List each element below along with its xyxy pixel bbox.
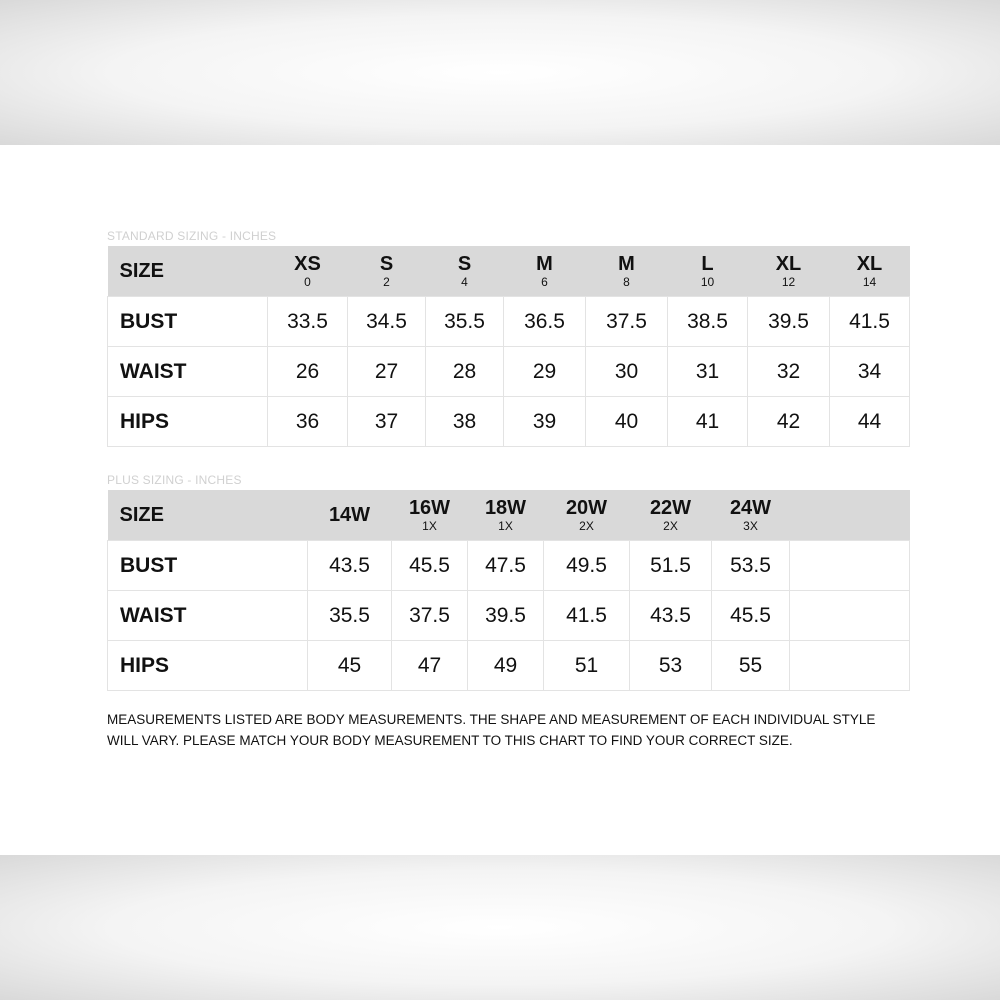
size-column-header	[504, 246, 586, 297]
size-column-header	[668, 246, 748, 297]
empty-header-cell	[790, 490, 910, 541]
measurement-cell: 37.5	[392, 591, 468, 641]
measurement-cell: 32	[748, 347, 830, 397]
measurement-cell: 47	[392, 641, 468, 691]
measurement-cell: 39	[504, 397, 586, 447]
measurement-cell: 35.5	[426, 297, 504, 347]
measurement-cell: 49	[468, 641, 544, 691]
size-number: 14	[862, 274, 877, 289]
measurement-cell: 30	[586, 347, 668, 397]
measurement-cell: 49.5	[544, 541, 630, 591]
plus-size-table	[107, 490, 910, 691]
size-number: 1X	[422, 518, 437, 533]
size-column-header	[712, 490, 790, 541]
size-letter: 16W	[408, 496, 451, 519]
measurement-cell: 42	[748, 397, 830, 447]
size-letter: M	[536, 252, 553, 275]
plus-section-label: PLUS SIZING - INCHES	[107, 473, 242, 487]
size-header-label: SIZE	[108, 246, 268, 297]
measurement-cell: 39.5	[468, 591, 544, 641]
size-column-header	[468, 490, 544, 541]
size-number: 12	[781, 274, 796, 289]
measurement-cell: 41.5	[544, 591, 630, 641]
size-number: 8	[623, 274, 630, 289]
standard-section-label: STANDARD SIZING - INCHES	[107, 229, 277, 243]
size-letter: M	[618, 252, 635, 275]
size-number: 0	[304, 274, 311, 289]
waist-row	[108, 591, 910, 641]
measurement-cell: 33.5	[268, 297, 348, 347]
measurement-cell: 47.5	[468, 541, 544, 591]
size-number: 10	[700, 274, 715, 289]
plus-header-row	[108, 490, 910, 541]
size-letter: 18W	[484, 496, 527, 519]
size-column-header	[426, 246, 504, 297]
measurement-cell: 53.5	[712, 541, 790, 591]
bust-row	[108, 297, 910, 347]
size-column-header	[630, 490, 712, 541]
measurement-cell: 41	[668, 397, 748, 447]
size-column-header	[348, 246, 426, 297]
standard-header-row	[108, 246, 910, 297]
measurement-cell: 37.5	[586, 297, 668, 347]
measurement-cell: 38.5	[668, 297, 748, 347]
row-label: BUST	[108, 541, 308, 591]
size-number: 4	[461, 274, 468, 289]
hips-row	[108, 641, 910, 691]
measurement-cell: 35.5	[308, 591, 392, 641]
top-backdrop	[0, 0, 1000, 145]
measurement-note: MEASUREMENTS LISTED ARE BODY MEASUREMENTS. THE SHAPE AND MEASUREMENT OF EACH INDIVIDUAL STYLE WILL VARY. PLEASE MATCH YOUR BODY MEASUREMENT TO THIS CHART TO FIND YOUR CORRECT SIZE.	[107, 712, 876, 748]
measurement-cell: 28	[426, 347, 504, 397]
standard-size-table	[107, 246, 910, 447]
measurement-cell: 36.5	[504, 297, 586, 347]
size-letter: 22W	[649, 496, 692, 519]
measurement-cell: 45.5	[712, 591, 790, 641]
size-column-header	[748, 246, 830, 297]
size-column-header	[830, 246, 910, 297]
waist-row	[108, 347, 910, 397]
measurement-cell: 34	[830, 347, 910, 397]
size-column-header	[544, 490, 630, 541]
measurement-cell: 43.5	[630, 591, 712, 641]
size-letter: XL	[856, 252, 883, 275]
size-number: 2	[383, 274, 390, 289]
bottom-backdrop	[0, 855, 1000, 1000]
bust-row	[108, 541, 910, 591]
size-number: 6	[541, 274, 548, 289]
measurement-cell: 37	[348, 397, 426, 447]
size-letter: 14W	[328, 503, 371, 526]
measurement-cell: 31	[668, 347, 748, 397]
row-label: HIPS	[108, 397, 268, 447]
size-number: 2X	[663, 518, 678, 533]
measurement-cell: 26	[268, 347, 348, 397]
size-letter: S	[379, 252, 394, 275]
measurement-cell: 34.5	[348, 297, 426, 347]
size-column-header	[268, 246, 348, 297]
row-label: BUST	[108, 297, 268, 347]
size-number: 1X	[498, 518, 513, 533]
size-column-header	[308, 490, 392, 541]
empty-cell	[790, 541, 910, 591]
measurement-cell: 41.5	[830, 297, 910, 347]
measurement-cell: 51	[544, 641, 630, 691]
measurement-cell: 44	[830, 397, 910, 447]
size-letter: 24W	[729, 496, 772, 519]
size-column-header	[392, 490, 468, 541]
empty-cell	[790, 591, 910, 641]
measurement-cell: 27	[348, 347, 426, 397]
size-letter: XS	[294, 252, 321, 275]
size-header-label: SIZE	[108, 490, 308, 541]
size-number: 2X	[579, 518, 594, 533]
size-number: 3X	[743, 518, 758, 533]
measurement-cell: 55	[712, 641, 790, 691]
measurement-cell: 45	[308, 641, 392, 691]
row-label: HIPS	[108, 641, 308, 691]
size-column-header	[586, 246, 668, 297]
hips-row	[108, 397, 910, 447]
measurement-cell: 36	[268, 397, 348, 447]
measurement-cell: 40	[586, 397, 668, 447]
size-letter: XL	[775, 252, 802, 275]
size-letter: S	[457, 252, 472, 275]
measurement-cell: 29	[504, 347, 586, 397]
measurement-cell: 43.5	[308, 541, 392, 591]
measurement-cell: 45.5	[392, 541, 468, 591]
measurement-cell: 38	[426, 397, 504, 447]
size-letter: 20W	[565, 496, 608, 519]
row-label: WAIST	[108, 591, 308, 641]
measurement-cell: 53	[630, 641, 712, 691]
measurement-cell: 39.5	[748, 297, 830, 347]
measurement-cell: 51.5	[630, 541, 712, 591]
size-letter: L	[701, 252, 714, 275]
row-label: WAIST	[108, 347, 268, 397]
empty-cell	[790, 641, 910, 691]
